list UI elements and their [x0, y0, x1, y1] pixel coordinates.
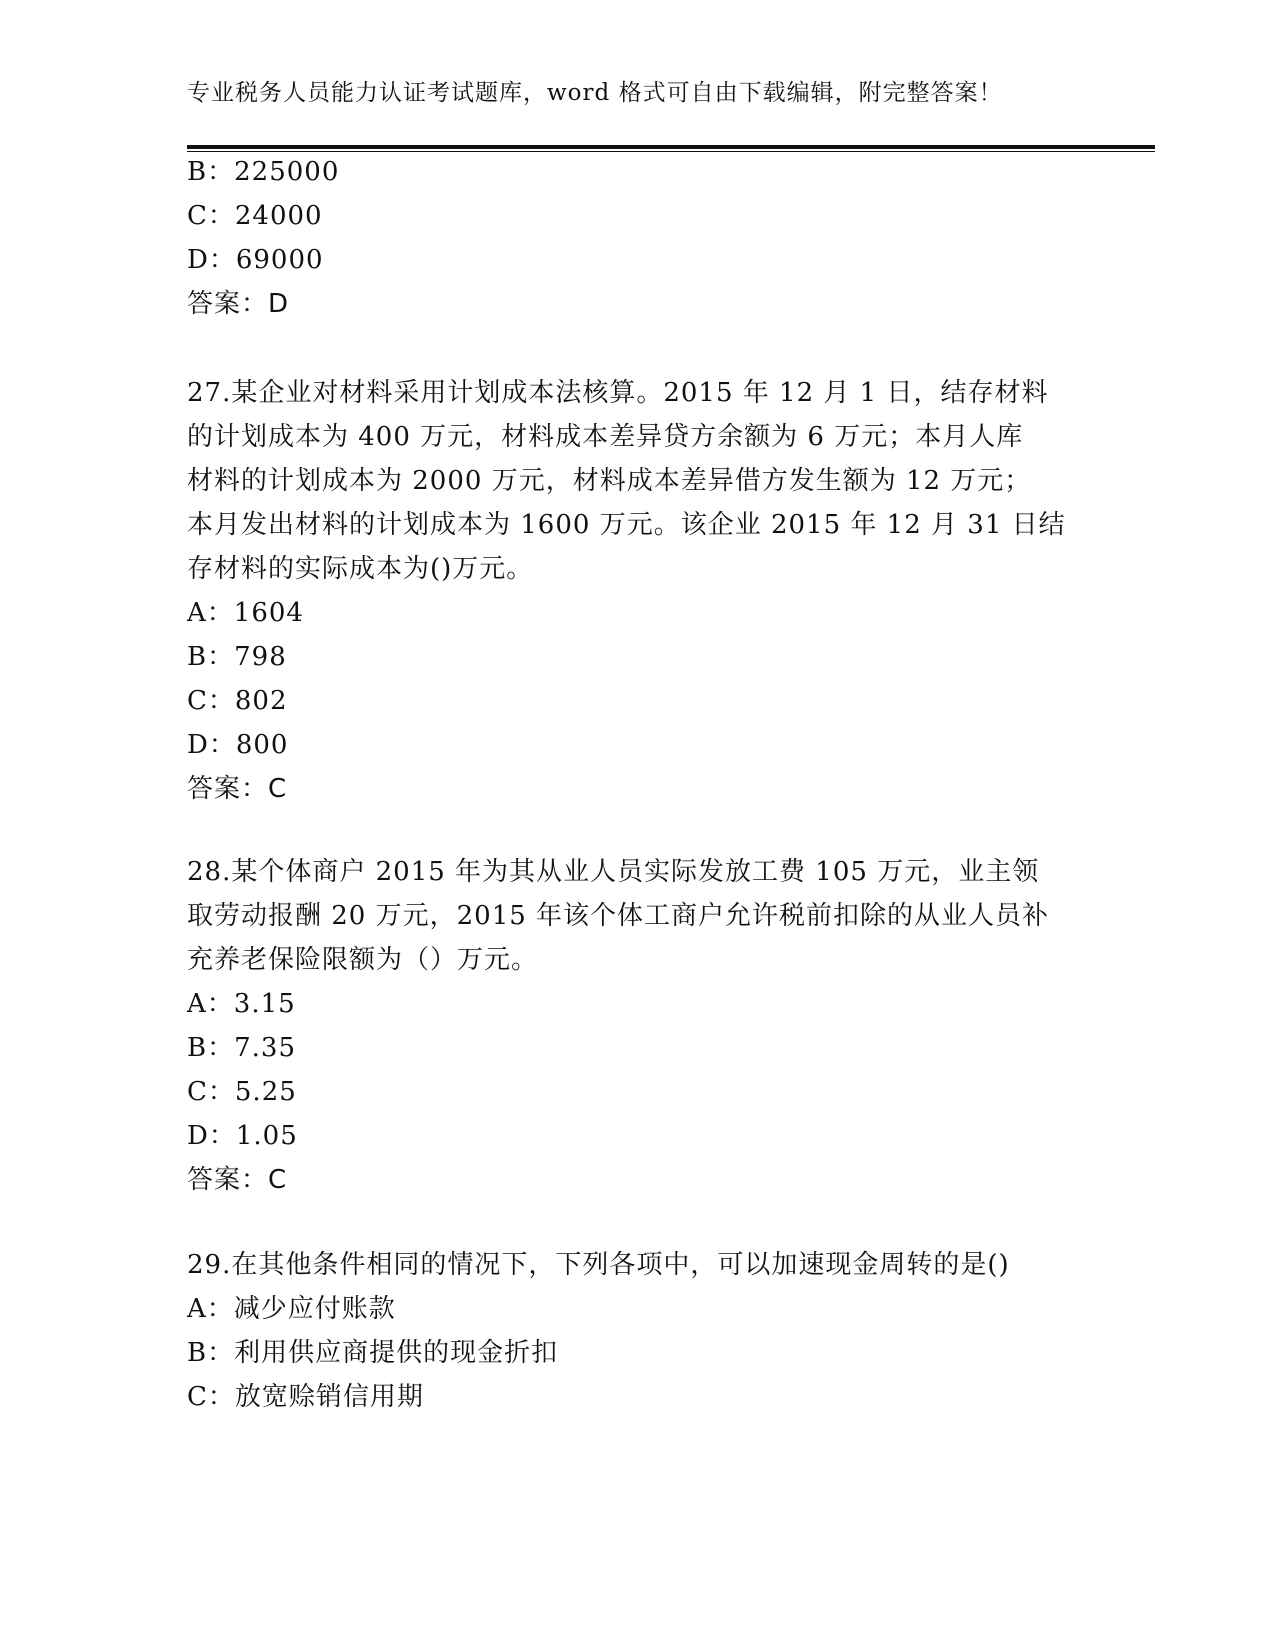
q28-stem-line-2: 取劳动报酬 20 万元，2015 年该个体工商户允许税前扣除的从业人员补	[187, 901, 1050, 931]
q26-option-d: D：69000	[187, 245, 324, 275]
q27-stem-line-4: 本月发出材料的计划成本为 1600 万元。该企业 2015 年 12 月 31 日结	[187, 510, 1066, 540]
q28-stem-line-3: 充养老保险限额为（）万元。	[187, 945, 539, 975]
q28-option-c: C：5.25	[187, 1077, 297, 1107]
q28-stem-line-1: 28.某个体商户 2015 年为其从业人员实际发放工费 105 万元，业主领	[187, 857, 1040, 887]
q27-answer: 答案：C	[187, 774, 288, 804]
q28-option-a: A：3.15	[187, 989, 296, 1019]
q28-option-b: B：7.35	[187, 1033, 296, 1063]
q28-option-d: D：1.05	[187, 1121, 298, 1151]
header-rule-thick	[187, 145, 1155, 149]
q29-option-a: A：减少应付账款	[187, 1294, 396, 1324]
q27-option-c: C：802	[187, 686, 288, 716]
header-rule-thin	[187, 151, 1155, 152]
q27-option-a: A：1604	[187, 598, 304, 628]
q29-option-b: B：利用供应商提供的现金折扣	[187, 1338, 559, 1368]
q26-option-b: B：225000	[187, 157, 340, 187]
q27-stem-line-1: 27.某企业对材料采用计划成本法核算。2015 年 12 月 1 日，结存材料	[187, 378, 1049, 408]
q27-option-b: B：798	[187, 642, 287, 672]
q29-option-c: C：放宽赊销信用期	[187, 1382, 424, 1412]
page-header: 专业税务人员能力认证考试题库，word 格式可自由下载编辑，附完整答案！	[187, 80, 1003, 106]
q26-answer: 答案：D	[187, 289, 290, 319]
q26-option-c: C：24000	[187, 201, 323, 231]
q28-answer: 答案：C	[187, 1165, 288, 1195]
q27-option-d: D：800	[187, 730, 289, 760]
q27-stem-line-2: 的计划成本为 400 万元，材料成本差异贷方余额为 6 万元；本月人库	[187, 422, 1024, 452]
q27-stem-line-5: 存材料的实际成本为()万元。	[187, 554, 534, 584]
q29-stem-line-1: 29.在其他条件相同的情况下，下列各项中，可以加速现金周转的是()	[187, 1250, 1010, 1280]
q27-stem-line-3: 材料的计划成本为 2000 万元，材料成本差异借方发生额为 12 万元；	[187, 466, 1032, 496]
